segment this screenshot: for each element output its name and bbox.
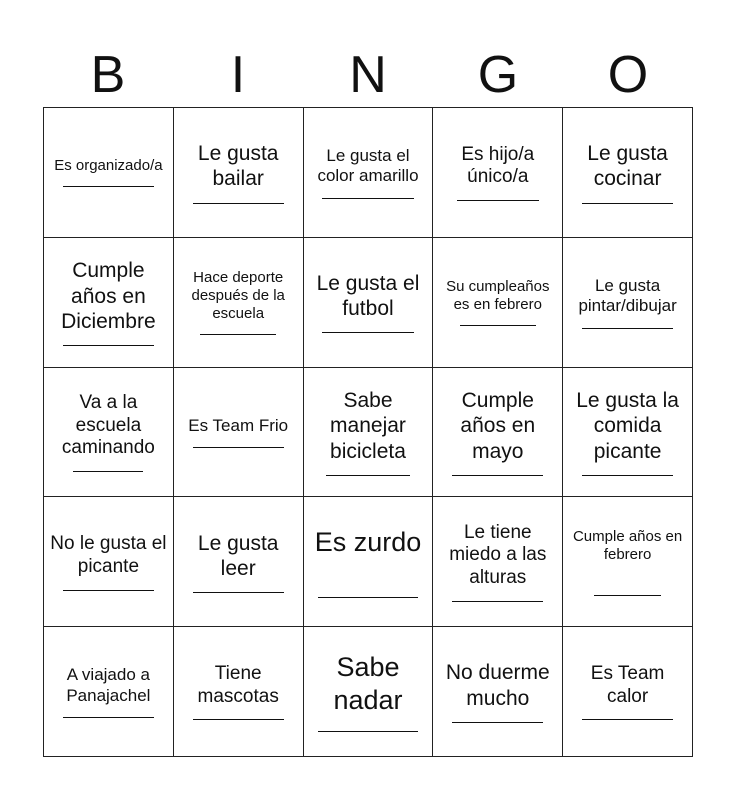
cell-text: Hace deporte después de la escuela	[191, 269, 285, 323]
cell-text: Le gusta la comida picante	[576, 389, 679, 463]
bingo-cell[interactable]	[44, 238, 174, 368]
bingo-cell[interactable]	[563, 368, 693, 498]
signature-line	[460, 324, 536, 326]
signature-line	[594, 594, 662, 596]
signature-line	[457, 199, 539, 201]
cell-text: Es zurdo	[314, 526, 422, 557]
bingo-cell[interactable]	[304, 627, 434, 757]
header-letter-n: N	[349, 46, 387, 104]
signature-line	[322, 197, 413, 199]
signature-line	[63, 589, 154, 591]
cell-text: Le tiene miedo a las alturas	[449, 521, 547, 589]
cell-text: Le gusta pintar/dibujar	[578, 275, 677, 316]
bingo-cell[interactable]	[433, 108, 563, 238]
cell-text: No le gusta el picante	[50, 532, 167, 577]
signature-line	[63, 716, 154, 718]
bingo-cell[interactable]	[433, 497, 563, 627]
signature-line	[193, 202, 284, 204]
signature-line	[582, 327, 673, 329]
bingo-cell[interactable]	[304, 497, 434, 627]
signature-line	[322, 331, 413, 333]
cell-text: Le gusta el futbol	[316, 272, 420, 321]
bingo-cell[interactable]	[563, 108, 693, 238]
cell-text: Va a la escuela caminando	[61, 391, 155, 459]
signature-line	[193, 591, 284, 593]
cell-text: Cumple años en febrero	[572, 527, 683, 563]
bingo-cell[interactable]	[44, 497, 174, 627]
header-letter-i: I	[230, 46, 246, 104]
signature-line	[63, 185, 154, 187]
cell-text: Cumple años en mayo	[460, 389, 536, 463]
cell-text: Le gusta bailar	[197, 142, 279, 191]
signature-line	[73, 470, 143, 472]
signature-line	[582, 474, 673, 476]
cell-text: Es Team Frio	[188, 415, 289, 435]
bingo-cell[interactable]	[433, 368, 563, 498]
bingo-cell[interactable]	[174, 627, 304, 757]
header-letter-g: G	[477, 46, 519, 104]
header-letter-b: B	[90, 46, 126, 104]
header-letter-o: O	[607, 46, 649, 104]
bingo-cell[interactable]	[433, 238, 563, 368]
signature-line	[200, 333, 276, 335]
bingo-cell[interactable]	[433, 627, 563, 757]
cell-text: Le gusta el color amarillo	[317, 146, 419, 186]
bingo-cell[interactable]	[563, 238, 693, 368]
cell-text: Es organizado/a	[54, 157, 163, 175]
cell-text: Sabe manejar bicicleta	[330, 389, 406, 463]
bingo-card-grid	[43, 107, 693, 757]
signature-line	[193, 718, 284, 720]
signature-line	[318, 596, 417, 598]
bingo-cell[interactable]	[44, 627, 174, 757]
cell-text: Su cumpleaños es en febrero	[446, 278, 550, 314]
signature-line	[452, 600, 543, 602]
bingo-cell[interactable]	[174, 368, 304, 498]
bingo-cell[interactable]	[44, 368, 174, 498]
signature-line	[452, 474, 543, 476]
bingo-cell[interactable]	[304, 368, 434, 498]
signature-line	[582, 202, 673, 204]
bingo-cell[interactable]	[304, 238, 434, 368]
bingo-cell[interactable]	[563, 627, 693, 757]
cell-text: Le gusta leer	[197, 531, 279, 580]
bingo-header	[43, 44, 693, 106]
cell-text: Es Team calor	[590, 662, 665, 707]
bingo-cell[interactable]	[174, 238, 304, 368]
signature-line	[582, 718, 673, 720]
cell-text: Es hijo/a único/a	[461, 143, 535, 188]
bingo-cell[interactable]	[563, 497, 693, 627]
bingo-cell[interactable]	[174, 497, 304, 627]
cell-text: Tiene mascotas	[197, 662, 279, 707]
cell-text: A viajado a Panajachel	[66, 665, 151, 705]
bingo-cell[interactable]	[174, 108, 304, 238]
signature-line	[452, 721, 543, 723]
signature-line	[326, 474, 410, 476]
signature-line	[193, 446, 284, 448]
cell-text: Sabe nadar	[333, 652, 403, 715]
cell-text: No duerme mucho	[445, 661, 550, 710]
cell-text: Le gusta cocinar	[587, 142, 668, 191]
signature-line	[63, 344, 154, 346]
bingo-cell[interactable]	[304, 108, 434, 238]
signature-line	[318, 730, 417, 732]
cell-text: Cumple años en Diciembre	[61, 259, 156, 333]
bingo-cell[interactable]	[44, 108, 174, 238]
